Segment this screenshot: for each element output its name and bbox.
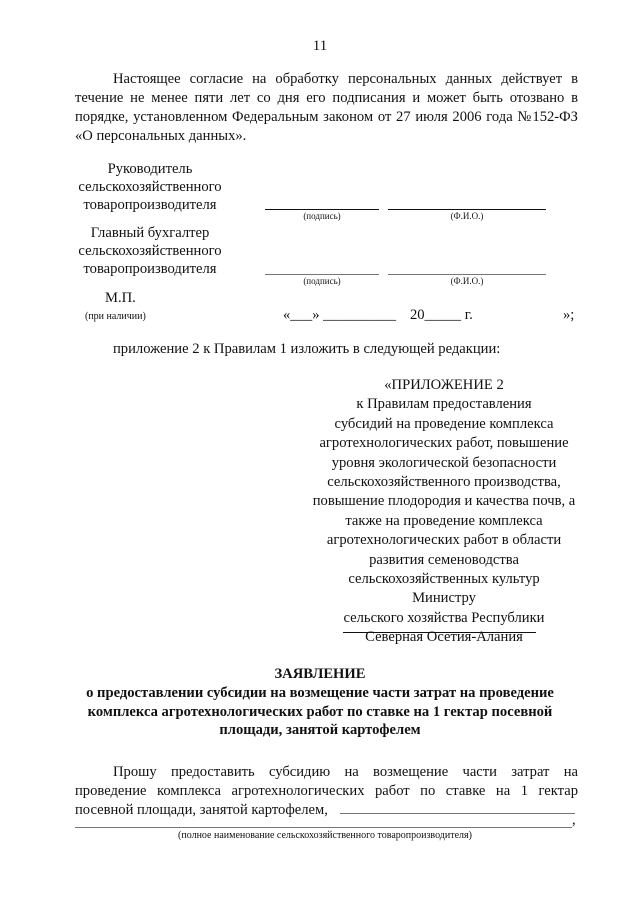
- date-close: »;: [563, 307, 575, 323]
- accountant-signature-line[interactable]: [265, 274, 379, 275]
- appendix-line: сельскохозяйственного производства,: [327, 474, 561, 491]
- statement-title: ЗАЯВЛЕНИЕ: [274, 666, 366, 682]
- request-paragraph: Прошу предоставить субсидию на возмещение части затрат на проведение комплекса агротехнологических работ по ставке на 1 гектар посевной площади, занятой картофелем,: [75, 764, 578, 818]
- trailing-comma: ,: [572, 812, 576, 828]
- amendment-line: приложение 2 к Правилам 1 изложить в следующей редакции:: [113, 341, 501, 357]
- appendix-line: повышение плодородия и качества почв, а: [312, 493, 576, 510]
- accountant-role-label: Главный бухгалтер сельскохозяйственного товаропроизводителя: [78, 225, 222, 277]
- appendix-line: также на проведение комплекса: [345, 512, 543, 529]
- consent-paragraph: Настоящее согласие на обработку персональных данных действует в течение не менее пяти лет со дня его подписания и может быть отозвано в порядке, установленном Федеральным законом от 27 июля 2006 года №152-ФЗ «О персональных данных».: [75, 71, 578, 144]
- appendix-line: агротехнологических работ в области: [326, 532, 562, 549]
- recipient-line[interactable]: [343, 632, 536, 633]
- accountant-name-line[interactable]: [388, 274, 546, 275]
- appendix-line: сельскохозяйственных культур: [348, 571, 540, 588]
- appendix-line: агротехнологических работ, повышение: [319, 435, 569, 452]
- stamp-note: (при наличии): [85, 311, 146, 322]
- head-signature-line[interactable]: [265, 209, 379, 210]
- accountant-name-caption: (Ф.И.О.): [450, 276, 484, 286]
- appendix-line: уровня экологической безопасности: [331, 454, 557, 471]
- head-name-caption: (Ф.И.О.): [450, 211, 484, 221]
- date-year[interactable]: 20_____ г.: [410, 307, 473, 323]
- appendix-title: «ПРИЛОЖЕНИЕ 2: [384, 377, 504, 393]
- appendix-line: развития семеноводства: [369, 551, 519, 568]
- head-signature-caption: (подпись): [303, 211, 341, 221]
- head-name-line[interactable]: [388, 209, 546, 210]
- accountant-signature-caption: (подпись): [303, 276, 341, 286]
- appendix-line: Министру: [412, 590, 476, 607]
- applicant-name-caption: (полное наименование сельскохозяйственного товаропроизводителя): [178, 830, 472, 841]
- appendix-line: Северная Осетия-Алания: [365, 629, 523, 646]
- head-role-label: Руководитель сельскохозяйственного товаропроизводителя: [78, 161, 222, 213]
- applicant-name-line-2[interactable]: [75, 827, 572, 828]
- appendix-line: к Правилам предоставления: [356, 396, 532, 413]
- applicant-name-line[interactable]: [340, 813, 575, 814]
- date-day-month[interactable]: «___» __________: [283, 307, 397, 323]
- stamp-label: М.П.: [105, 290, 136, 306]
- appendix-line: сельского хозяйства Республики: [343, 609, 545, 626]
- page-number: 11: [312, 38, 328, 54]
- statement-subtitle: о предоставлении субсидии на возмещение части затрат на проведение комплекса агротехнологических работ по ставке на 1 гектар посевной площади, занятой картофелем: [86, 685, 554, 738]
- appendix-header: [300, 376, 588, 648]
- appendix-line: субсидий на проведение комплекса: [334, 415, 554, 432]
